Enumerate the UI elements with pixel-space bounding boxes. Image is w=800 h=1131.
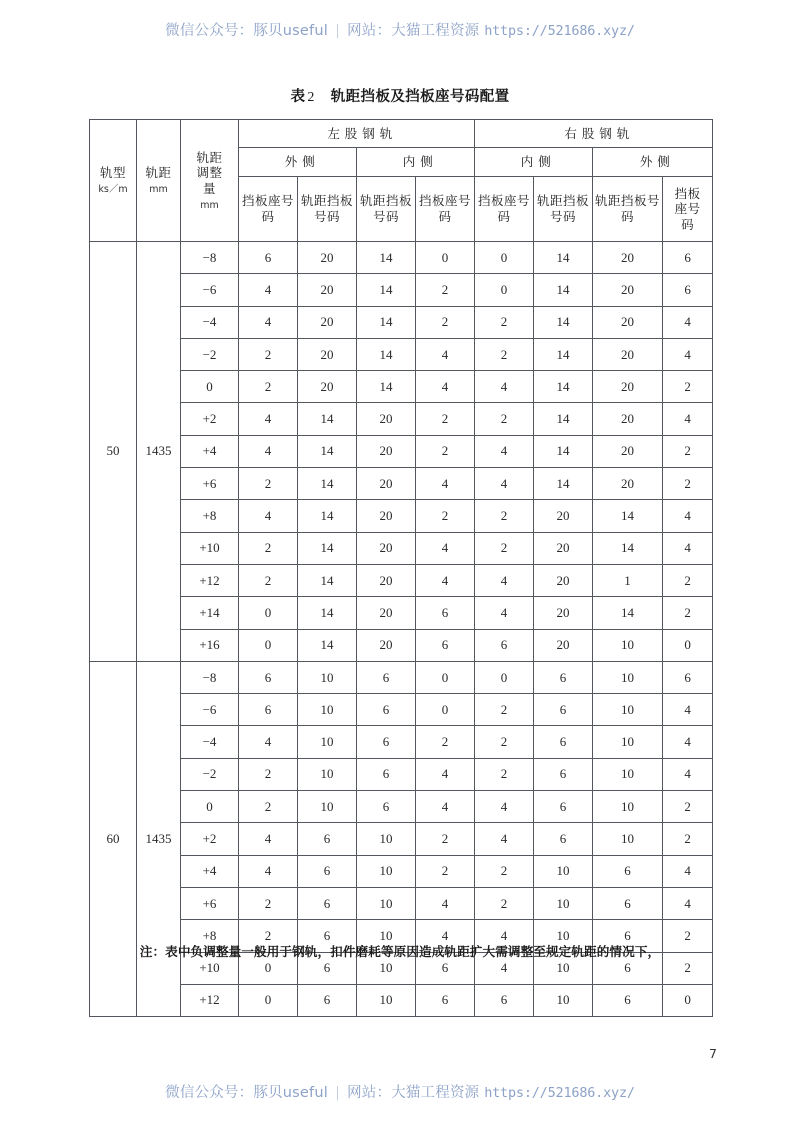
cell-number-3: 6 bbox=[357, 726, 416, 758]
cell-number-2: 6 bbox=[298, 952, 357, 984]
table-row bbox=[90, 274, 713, 306]
watermark-separator: | bbox=[334, 1085, 341, 1101]
cell-number-1: 4 bbox=[239, 306, 298, 338]
header-rail-type-label: 轨型 bbox=[99, 165, 126, 181]
cell-number-6: 14 bbox=[534, 274, 593, 306]
cell-number-4: 6 bbox=[416, 984, 475, 1016]
cell-number-2: 10 bbox=[298, 661, 357, 693]
header-right-outside: 外 侧 bbox=[593, 148, 713, 177]
table-row bbox=[90, 242, 713, 274]
cell-number-1: 4 bbox=[239, 403, 298, 435]
page-number: 7 bbox=[709, 1046, 717, 1061]
cell-number-3: 20 bbox=[357, 532, 416, 564]
cell-gauge-adjustment: −2 bbox=[181, 338, 239, 370]
cell-number-2: 14 bbox=[298, 597, 357, 629]
cell-number-8: 4 bbox=[663, 403, 713, 435]
header-col-5: 挡板座号码 bbox=[475, 177, 534, 242]
cell-gauge-adjustment: 0 bbox=[181, 371, 239, 403]
table-row bbox=[90, 306, 713, 338]
table-row bbox=[90, 694, 713, 726]
cell-number-3: 20 bbox=[357, 403, 416, 435]
header-gauge-adjustment-unit: mm bbox=[200, 199, 219, 211]
cell-number-1: 4 bbox=[239, 855, 298, 887]
cell-number-7: 20 bbox=[593, 338, 663, 370]
cell-number-8: 2 bbox=[663, 371, 713, 403]
cell-number-6: 20 bbox=[534, 597, 593, 629]
cell-gauge-adjustment: +4 bbox=[181, 855, 239, 887]
cell-number-2: 20 bbox=[298, 338, 357, 370]
cell-number-8: 2 bbox=[663, 952, 713, 984]
cell-number-1: 6 bbox=[239, 694, 298, 726]
cell-gauge-adjustment: −8 bbox=[181, 661, 239, 693]
cell-number-2: 10 bbox=[298, 726, 357, 758]
header-gauge-unit: mm bbox=[149, 183, 168, 195]
cell-number-5: 0 bbox=[475, 661, 534, 693]
watermark-url: https://521686.xyz/ bbox=[484, 1085, 635, 1101]
table-header bbox=[90, 120, 713, 242]
cell-number-6: 14 bbox=[534, 242, 593, 274]
table-row bbox=[90, 758, 713, 790]
cell-gauge: 1435 bbox=[137, 661, 181, 1016]
cell-number-5: 4 bbox=[475, 597, 534, 629]
table-row bbox=[90, 532, 713, 564]
header-col-7: 轨距挡板号码 bbox=[593, 177, 663, 242]
cell-number-1: 6 bbox=[239, 242, 298, 274]
header-gauge-adjustment-label: 轨距调整量 bbox=[196, 149, 223, 196]
cell-number-8: 4 bbox=[663, 338, 713, 370]
table-row bbox=[90, 435, 713, 467]
cell-number-3: 10 bbox=[357, 823, 416, 855]
table-body bbox=[90, 242, 713, 1017]
cell-number-5: 4 bbox=[475, 823, 534, 855]
table-caption-prefix: 表 bbox=[290, 89, 306, 105]
cell-number-5: 2 bbox=[475, 887, 534, 919]
cell-number-1: 0 bbox=[239, 984, 298, 1016]
cell-number-5: 2 bbox=[475, 500, 534, 532]
cell-number-5: 2 bbox=[475, 338, 534, 370]
cell-number-1: 2 bbox=[239, 564, 298, 596]
cell-number-2: 10 bbox=[298, 758, 357, 790]
cell-number-6: 14 bbox=[534, 338, 593, 370]
table-row bbox=[90, 984, 713, 1016]
cell-number-2: 6 bbox=[298, 984, 357, 1016]
header-right-rail: 右 股 钢 轨 bbox=[475, 120, 713, 148]
table-row bbox=[90, 403, 713, 435]
cell-number-2: 6 bbox=[298, 823, 357, 855]
cell-gauge: 1435 bbox=[137, 242, 181, 662]
gauge-block-number-config-table bbox=[89, 119, 713, 1017]
cell-number-7: 10 bbox=[593, 823, 663, 855]
cell-number-8: 2 bbox=[663, 468, 713, 500]
cell-number-6: 14 bbox=[534, 403, 593, 435]
table-caption bbox=[0, 85, 800, 106]
cell-number-8: 4 bbox=[663, 855, 713, 887]
header-gauge-adjustment bbox=[181, 120, 239, 242]
cell-number-3: 6 bbox=[357, 758, 416, 790]
header-col-3: 轨距挡板号码 bbox=[357, 177, 416, 242]
table-row bbox=[90, 855, 713, 887]
cell-number-7: 20 bbox=[593, 403, 663, 435]
cell-number-5: 6 bbox=[475, 629, 534, 661]
cell-number-7: 14 bbox=[593, 532, 663, 564]
cell-number-6: 6 bbox=[534, 823, 593, 855]
cell-number-5: 4 bbox=[475, 435, 534, 467]
cell-number-3: 14 bbox=[357, 306, 416, 338]
cell-number-7: 10 bbox=[593, 726, 663, 758]
cell-number-1: 2 bbox=[239, 791, 298, 823]
cell-number-2: 6 bbox=[298, 887, 357, 919]
cell-number-8: 2 bbox=[663, 564, 713, 596]
cell-number-8: 4 bbox=[663, 694, 713, 726]
cell-number-7: 10 bbox=[593, 758, 663, 790]
cell-number-7: 6 bbox=[593, 984, 663, 1016]
cell-number-7: 6 bbox=[593, 952, 663, 984]
watermark-separator: | bbox=[334, 23, 341, 39]
cell-number-4: 4 bbox=[416, 887, 475, 919]
cell-number-6: 20 bbox=[534, 500, 593, 532]
cell-number-5: 2 bbox=[475, 758, 534, 790]
cell-number-2: 20 bbox=[298, 306, 357, 338]
table-row bbox=[90, 468, 713, 500]
table-note: 注：表中负调整量一般用于钢轨，扣件磨耗等原因造成轨距扩大需调整至规定轨距的情况下， bbox=[139, 944, 661, 959]
cell-number-8: 2 bbox=[663, 823, 713, 855]
header-rail-type bbox=[90, 120, 137, 242]
header-col-4: 挡板座号码 bbox=[416, 177, 475, 242]
cell-number-3: 10 bbox=[357, 920, 416, 952]
cell-number-1: 2 bbox=[239, 532, 298, 564]
cell-number-1: 2 bbox=[239, 887, 298, 919]
header-col-6: 轨距挡板号码 bbox=[534, 177, 593, 242]
cell-gauge-adjustment: +4 bbox=[181, 435, 239, 467]
cell-rail-type: 50 bbox=[90, 242, 137, 662]
table-row bbox=[90, 371, 713, 403]
cell-number-4: 2 bbox=[416, 500, 475, 532]
cell-number-7: 20 bbox=[593, 242, 663, 274]
cell-number-3: 20 bbox=[357, 564, 416, 596]
cell-number-3: 20 bbox=[357, 597, 416, 629]
cell-number-2: 14 bbox=[298, 403, 357, 435]
cell-number-3: 10 bbox=[357, 887, 416, 919]
cell-gauge-adjustment: +10 bbox=[181, 952, 239, 984]
cell-gauge-adjustment: −4 bbox=[181, 726, 239, 758]
cell-number-6: 14 bbox=[534, 306, 593, 338]
table-row bbox=[90, 726, 713, 758]
cell-gauge-adjustment: +8 bbox=[181, 500, 239, 532]
cell-number-6: 6 bbox=[534, 726, 593, 758]
cell-gauge-adjustment: +12 bbox=[181, 564, 239, 596]
cell-number-6: 20 bbox=[534, 564, 593, 596]
cell-gauge-adjustment: 0 bbox=[181, 791, 239, 823]
cell-number-5: 0 bbox=[475, 242, 534, 274]
cell-number-5: 4 bbox=[475, 920, 534, 952]
cell-number-1: 6 bbox=[239, 661, 298, 693]
header-left-outside: 外 侧 bbox=[239, 148, 357, 177]
table-row bbox=[90, 791, 713, 823]
cell-number-3: 20 bbox=[357, 435, 416, 467]
cell-number-2: 6 bbox=[298, 920, 357, 952]
cell-number-1: 2 bbox=[239, 920, 298, 952]
cell-number-2: 20 bbox=[298, 242, 357, 274]
cell-number-5: 4 bbox=[475, 564, 534, 596]
cell-number-7: 20 bbox=[593, 274, 663, 306]
cell-number-5: 2 bbox=[475, 403, 534, 435]
table-row bbox=[90, 338, 713, 370]
cell-number-2: 14 bbox=[298, 435, 357, 467]
cell-number-8: 6 bbox=[663, 661, 713, 693]
cell-number-4: 6 bbox=[416, 629, 475, 661]
cell-number-6: 6 bbox=[534, 758, 593, 790]
cell-number-6: 6 bbox=[534, 694, 593, 726]
cell-number-4: 4 bbox=[416, 338, 475, 370]
cell-number-4: 2 bbox=[416, 403, 475, 435]
cell-number-1: 2 bbox=[239, 468, 298, 500]
header-right-inside: 内 侧 bbox=[475, 148, 593, 177]
cell-number-2: 14 bbox=[298, 629, 357, 661]
cell-gauge-adjustment: −4 bbox=[181, 306, 239, 338]
cell-number-5: 4 bbox=[475, 952, 534, 984]
cell-gauge-adjustment: +8 bbox=[181, 920, 239, 952]
table-row bbox=[90, 661, 713, 693]
table-row bbox=[90, 597, 713, 629]
cell-number-3: 14 bbox=[357, 371, 416, 403]
cell-number-3: 10 bbox=[357, 855, 416, 887]
cell-number-4: 4 bbox=[416, 564, 475, 596]
header-watermark bbox=[0, 19, 800, 40]
cell-number-6: 20 bbox=[534, 629, 593, 661]
cell-number-8: 0 bbox=[663, 629, 713, 661]
cell-number-3: 6 bbox=[357, 661, 416, 693]
cell-number-8: 4 bbox=[663, 726, 713, 758]
watermark-url: https://521686.xyz/ bbox=[484, 23, 635, 39]
cell-number-7: 14 bbox=[593, 597, 663, 629]
cell-number-7: 10 bbox=[593, 661, 663, 693]
cell-number-8: 2 bbox=[663, 920, 713, 952]
footer-watermark bbox=[0, 1081, 800, 1102]
cell-number-3: 10 bbox=[357, 984, 416, 1016]
cell-number-4: 0 bbox=[416, 694, 475, 726]
cell-number-5: 2 bbox=[475, 855, 534, 887]
cell-number-3: 6 bbox=[357, 694, 416, 726]
table-header-row-1 bbox=[90, 120, 713, 148]
header-gauge-label: 轨距 bbox=[145, 165, 172, 181]
header-col-8: 挡板座号码 bbox=[663, 177, 713, 242]
cell-number-7: 20 bbox=[593, 371, 663, 403]
cell-number-4: 0 bbox=[416, 242, 475, 274]
cell-number-5: 4 bbox=[475, 468, 534, 500]
cell-number-2: 14 bbox=[298, 564, 357, 596]
cell-number-1: 4 bbox=[239, 500, 298, 532]
cell-number-4: 2 bbox=[416, 274, 475, 306]
cell-number-2: 14 bbox=[298, 500, 357, 532]
cell-number-4: 6 bbox=[416, 952, 475, 984]
cell-number-7: 20 bbox=[593, 468, 663, 500]
header-col-2: 轨距挡板号码 bbox=[298, 177, 357, 242]
cell-number-2: 10 bbox=[298, 791, 357, 823]
watermark-site-label: 网站：大猫工程资源 bbox=[347, 1085, 480, 1101]
cell-number-4: 4 bbox=[416, 532, 475, 564]
table-caption-number: 2 bbox=[307, 90, 315, 105]
cell-number-4: 0 bbox=[416, 661, 475, 693]
cell-number-7: 20 bbox=[593, 306, 663, 338]
cell-gauge-adjustment: −2 bbox=[181, 758, 239, 790]
cell-number-5: 4 bbox=[475, 371, 534, 403]
watermark-wechat-label: 微信公众号：豚贝useful bbox=[165, 1085, 328, 1101]
cell-number-8: 0 bbox=[663, 984, 713, 1016]
cell-number-1: 2 bbox=[239, 338, 298, 370]
cell-number-7: 10 bbox=[593, 694, 663, 726]
cell-number-7: 10 bbox=[593, 791, 663, 823]
cell-number-2: 20 bbox=[298, 274, 357, 306]
cell-number-8: 4 bbox=[663, 306, 713, 338]
watermark-site-label: 网站：大猫工程资源 bbox=[347, 23, 480, 39]
cell-number-1: 4 bbox=[239, 274, 298, 306]
cell-number-6: 14 bbox=[534, 371, 593, 403]
cell-number-4: 2 bbox=[416, 823, 475, 855]
header-rail-type-unit: ks／m bbox=[98, 183, 128, 195]
cell-number-8: 6 bbox=[663, 242, 713, 274]
cell-gauge-adjustment: +12 bbox=[181, 984, 239, 1016]
cell-number-6: 10 bbox=[534, 920, 593, 952]
cell-number-6: 10 bbox=[534, 984, 593, 1016]
cell-number-8: 4 bbox=[663, 758, 713, 790]
cell-gauge-adjustment: +10 bbox=[181, 532, 239, 564]
cell-number-6: 6 bbox=[534, 661, 593, 693]
cell-number-6: 10 bbox=[534, 855, 593, 887]
cell-number-6: 6 bbox=[534, 791, 593, 823]
cell-number-5: 2 bbox=[475, 306, 534, 338]
header-gauge bbox=[137, 120, 181, 242]
cell-number-4: 6 bbox=[416, 597, 475, 629]
cell-gauge-adjustment: +6 bbox=[181, 887, 239, 919]
cell-number-4: 4 bbox=[416, 468, 475, 500]
cell-number-8: 2 bbox=[663, 791, 713, 823]
cell-number-4: 4 bbox=[416, 371, 475, 403]
table-caption-name: 轨距挡板及挡板座号码配置 bbox=[330, 89, 510, 105]
cell-number-1: 4 bbox=[239, 435, 298, 467]
cell-number-6: 20 bbox=[534, 532, 593, 564]
cell-gauge-adjustment: +6 bbox=[181, 468, 239, 500]
header-left-rail: 左 股 钢 轨 bbox=[239, 120, 475, 148]
cell-number-8: 6 bbox=[663, 274, 713, 306]
cell-rail-type: 60 bbox=[90, 661, 137, 1016]
cell-number-8: 4 bbox=[663, 500, 713, 532]
cell-gauge-adjustment: +14 bbox=[181, 597, 239, 629]
cell-number-5: 2 bbox=[475, 694, 534, 726]
cell-number-5: 2 bbox=[475, 532, 534, 564]
cell-number-6: 10 bbox=[534, 952, 593, 984]
cell-gauge-adjustment: −6 bbox=[181, 694, 239, 726]
cell-gauge-adjustment: +16 bbox=[181, 629, 239, 661]
cell-number-2: 10 bbox=[298, 694, 357, 726]
cell-number-7: 10 bbox=[593, 629, 663, 661]
cell-number-1: 4 bbox=[239, 823, 298, 855]
cell-number-5: 2 bbox=[475, 726, 534, 758]
cell-number-3: 14 bbox=[357, 274, 416, 306]
table-row bbox=[90, 823, 713, 855]
cell-number-2: 14 bbox=[298, 468, 357, 500]
cell-number-3: 10 bbox=[357, 952, 416, 984]
cell-number-1: 2 bbox=[239, 371, 298, 403]
cell-number-4: 2 bbox=[416, 306, 475, 338]
cell-gauge-adjustment: +2 bbox=[181, 823, 239, 855]
cell-number-2: 20 bbox=[298, 371, 357, 403]
cell-number-4: 2 bbox=[416, 726, 475, 758]
watermark-wechat-label: 微信公众号：豚贝useful bbox=[165, 23, 328, 39]
table-row bbox=[90, 564, 713, 596]
cell-number-3: 6 bbox=[357, 791, 416, 823]
cell-number-6: 14 bbox=[534, 435, 593, 467]
table-row bbox=[90, 500, 713, 532]
cell-number-5: 4 bbox=[475, 791, 534, 823]
cell-gauge-adjustment: −8 bbox=[181, 242, 239, 274]
header-col-1: 挡板座号码 bbox=[239, 177, 298, 242]
cell-number-7: 1 bbox=[593, 564, 663, 596]
cell-number-1: 0 bbox=[239, 597, 298, 629]
cell-number-5: 6 bbox=[475, 984, 534, 1016]
cell-number-8: 2 bbox=[663, 435, 713, 467]
cell-number-7: 14 bbox=[593, 500, 663, 532]
cell-number-2: 14 bbox=[298, 532, 357, 564]
cell-gauge-adjustment: +2 bbox=[181, 403, 239, 435]
cell-number-1: 0 bbox=[239, 629, 298, 661]
cell-number-7: 6 bbox=[593, 887, 663, 919]
cell-number-1: 0 bbox=[239, 952, 298, 984]
cell-number-4: 2 bbox=[416, 855, 475, 887]
cell-number-8: 4 bbox=[663, 532, 713, 564]
cell-number-4: 4 bbox=[416, 791, 475, 823]
cell-number-6: 10 bbox=[534, 887, 593, 919]
cell-number-8: 2 bbox=[663, 597, 713, 629]
cell-number-1: 4 bbox=[239, 726, 298, 758]
cell-number-4: 4 bbox=[416, 920, 475, 952]
cell-number-8: 4 bbox=[663, 887, 713, 919]
cell-number-3: 20 bbox=[357, 500, 416, 532]
cell-number-7: 6 bbox=[593, 855, 663, 887]
cell-number-3: 20 bbox=[357, 468, 416, 500]
cell-number-4: 2 bbox=[416, 435, 475, 467]
cell-number-6: 14 bbox=[534, 468, 593, 500]
cell-number-3: 14 bbox=[357, 338, 416, 370]
cell-number-3: 14 bbox=[357, 242, 416, 274]
cell-number-2: 6 bbox=[298, 855, 357, 887]
cell-gauge-adjustment: −6 bbox=[181, 274, 239, 306]
cell-number-5: 0 bbox=[475, 274, 534, 306]
cell-number-7: 6 bbox=[593, 920, 663, 952]
cell-number-7: 20 bbox=[593, 435, 663, 467]
cell-number-4: 4 bbox=[416, 758, 475, 790]
header-left-inside: 内 侧 bbox=[357, 148, 475, 177]
cell-number-3: 20 bbox=[357, 629, 416, 661]
table-row bbox=[90, 629, 713, 661]
cell-number-1: 2 bbox=[239, 758, 298, 790]
table-row bbox=[90, 887, 713, 919]
